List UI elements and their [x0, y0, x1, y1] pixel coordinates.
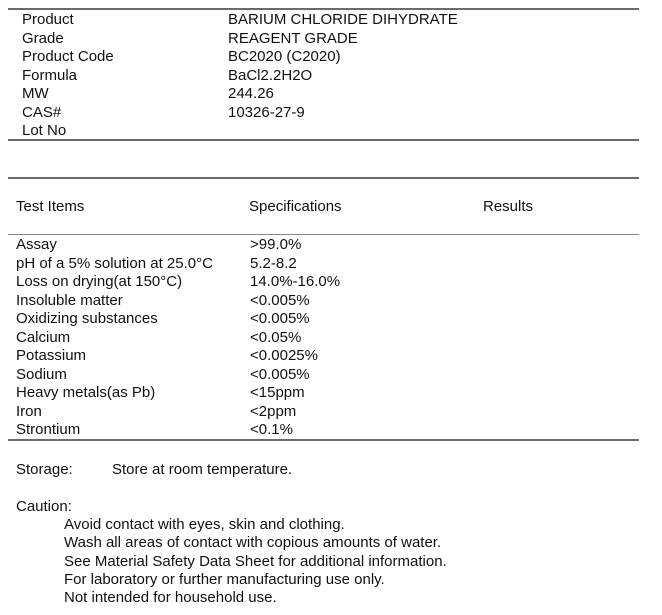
- info-value: 244.26: [228, 85, 274, 102]
- table-row: [16, 236, 616, 255]
- caution-line: See Material Safety Data Sheet for additional information.: [64, 552, 447, 570]
- specification: <0.0025%: [250, 347, 318, 364]
- info-label: Product: [22, 11, 74, 28]
- info-value: BARIUM CHLORIDE DIHYDRATE: [228, 11, 458, 28]
- table-row: [16, 384, 616, 403]
- caution-line: Not intended for household use.: [64, 589, 277, 607]
- test-item: Loss on drying(at 150°C): [16, 273, 183, 290]
- caution-list: [64, 516, 447, 607]
- specification: >99.0%: [250, 236, 302, 253]
- caution-line: Avoid contact with eyes, skin and clothing.: [64, 516, 345, 533]
- test-item: Oxidizing substances: [16, 310, 158, 327]
- test-item: Sodium: [16, 365, 67, 383]
- header-test-items: Test Items: [16, 198, 85, 215]
- caution-label: Caution:: [16, 498, 72, 515]
- table-top-rule: [8, 177, 639, 179]
- specification: 5.2-8.2: [250, 254, 297, 272]
- table-row: [16, 255, 616, 274]
- specification: <0.1%: [250, 421, 293, 438]
- table-row: [16, 366, 616, 385]
- specification: <2ppm: [250, 402, 297, 420]
- test-item: Assay: [16, 236, 57, 253]
- table-row: [16, 310, 616, 329]
- table-row: [16, 421, 616, 440]
- test-item: Iron: [16, 402, 42, 420]
- info-row: [22, 122, 622, 141]
- test-item: Potassium: [16, 347, 87, 364]
- storage-section: [16, 461, 293, 479]
- test-item: Calcium: [16, 328, 71, 346]
- table-row: [16, 347, 616, 366]
- spec-table-body: [16, 236, 616, 440]
- specification: <0.05%: [250, 328, 302, 346]
- table-row: [16, 403, 616, 422]
- info-row: [22, 67, 622, 86]
- test-item: pH of a 5% solution at 25.0°C: [16, 254, 213, 272]
- storage-label: Storage:: [16, 461, 73, 478]
- info-value: BC2020 (C2020): [228, 48, 341, 65]
- info-label: Lot No: [22, 122, 67, 139]
- caution-line: For laboratory or further manufacturing use only.: [64, 570, 385, 588]
- info-label: Grade: [22, 29, 64, 47]
- specification: <0.005%: [250, 291, 310, 309]
- table-row: [16, 273, 616, 292]
- product-info: [22, 11, 622, 141]
- top-rule: [8, 8, 639, 10]
- info-row: [22, 30, 622, 49]
- specification: <0.005%: [250, 365, 310, 383]
- info-row: [22, 48, 622, 67]
- caution-line: Wash all areas of contact with copious amounts of water.: [64, 534, 442, 552]
- info-value: 10326-27-9: [228, 103, 305, 121]
- specification: <0.005%: [250, 310, 310, 327]
- header-results: Results: [483, 198, 534, 215]
- test-item: Insoluble matter: [16, 291, 123, 309]
- specification: <15ppm: [250, 384, 305, 401]
- table-header-rule: [8, 234, 639, 235]
- test-item: Strontium: [16, 421, 81, 438]
- test-item: Heavy metals(as Pb): [16, 384, 156, 401]
- info-label: Product Code: [22, 48, 114, 65]
- info-label: CAS#: [22, 103, 62, 121]
- table-row: [16, 292, 616, 311]
- info-label: MW: [22, 85, 49, 102]
- info-row: [22, 85, 622, 104]
- info-row: [22, 104, 622, 123]
- info-value: REAGENT GRADE: [228, 29, 358, 47]
- table-row: [16, 329, 616, 348]
- info-value: BaCl2.2H2O: [228, 66, 313, 84]
- info-label: Formula: [22, 66, 78, 84]
- storage-value: Store at room temperature.: [112, 461, 293, 478]
- info-row: [22, 11, 622, 30]
- specification: 14.0%-16.0%: [250, 273, 341, 290]
- header-specifications: Specifications: [249, 198, 342, 215]
